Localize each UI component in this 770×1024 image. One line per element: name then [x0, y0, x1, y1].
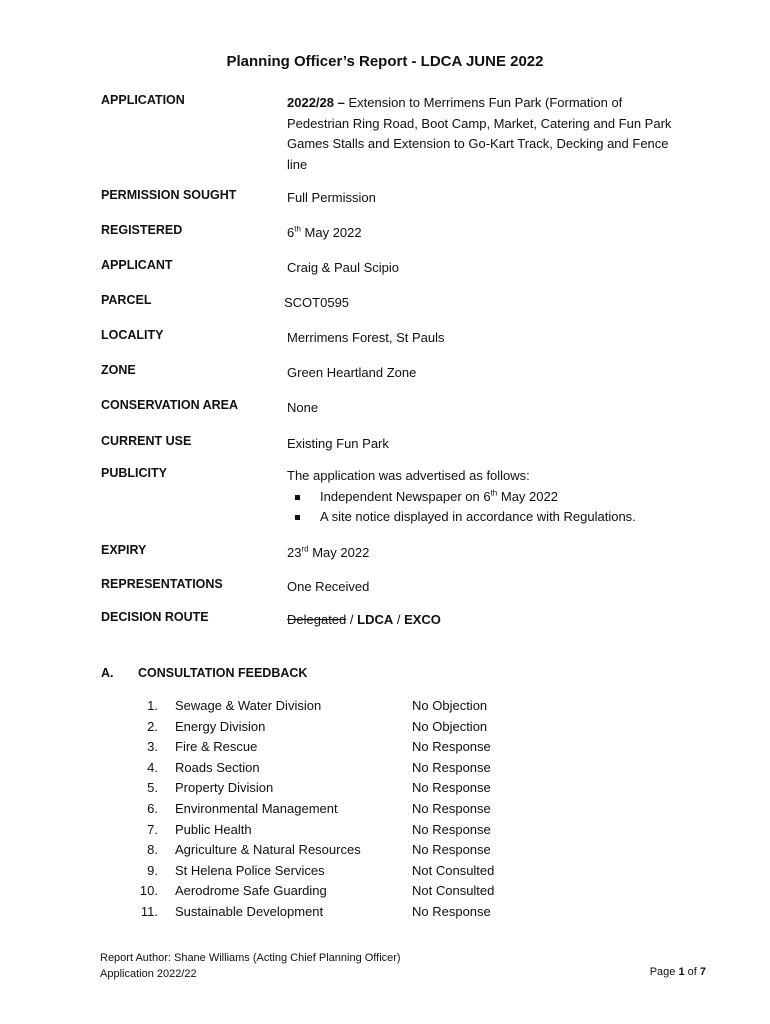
consultation-number: 10.	[139, 883, 158, 899]
list-item	[138, 739, 558, 760]
consultation-response: No Response	[412, 903, 491, 919]
consultation-response: Not Consulted	[412, 862, 495, 878]
consultation-body: Fire & Rescue	[175, 739, 258, 755]
field-label: LOCALITY	[101, 328, 164, 342]
field-value	[287, 223, 687, 244]
consultation-body: Property Division	[175, 780, 274, 796]
list-item	[138, 842, 558, 863]
consultation-body: Sewage & Water Division	[175, 698, 322, 713]
list-item	[138, 719, 558, 740]
page-total: 7	[699, 966, 706, 978]
consultation-number: 4.	[147, 759, 158, 775]
consultation-number: 2.	[147, 718, 158, 734]
registered-sup: th	[294, 224, 301, 234]
consultation-response: No Response	[412, 739, 491, 755]
field-label: PUBLICITY	[101, 466, 167, 480]
consultation-number: 5.	[147, 780, 158, 796]
consultation-body: Environmental Management	[175, 800, 338, 816]
page-prefix: Page	[649, 966, 679, 978]
field-label: PARCEL	[101, 293, 152, 307]
list-item	[138, 780, 558, 801]
section-letter: A.	[101, 666, 114, 680]
field-value	[287, 93, 677, 175]
section-title: CONSULTATION FEEDBACK	[138, 666, 308, 680]
expiry-rest: May 2022	[308, 545, 370, 560]
list-item	[138, 822, 558, 843]
field-label: CURRENT USE	[101, 434, 192, 448]
field-label: DECISION ROUTE	[101, 610, 209, 624]
list-item	[138, 904, 558, 925]
bullet-text-pre: Independent Newspaper on 6	[320, 488, 491, 504]
route-separator: /	[346, 612, 358, 627]
consultation-response: No Response	[412, 759, 491, 775]
page-of: of	[684, 966, 700, 978]
bullet-text-sup: th	[490, 488, 498, 498]
consultation-number: 11.	[140, 903, 158, 919]
bullet-text: A site notice displayed in accordance with Regulations.	[320, 509, 636, 524]
field-value	[287, 543, 687, 564]
consultation-body: Energy Division	[175, 718, 266, 734]
list-item	[138, 760, 558, 781]
field-label: APPLICATION	[101, 93, 185, 107]
consultation-body: Agriculture & Natural Resources	[175, 842, 361, 858]
consultation-body: Roads Section	[175, 759, 260, 775]
application-number: 2022/28	[287, 95, 334, 110]
consultation-number: 7.	[147, 821, 158, 837]
page-current: 1	[678, 966, 685, 978]
bullet-square-icon	[295, 495, 300, 500]
consultation-number: 1.	[147, 698, 158, 713]
route-ldca: LDCA	[357, 612, 394, 627]
list-item	[287, 487, 707, 508]
list-item	[138, 863, 558, 884]
consultation-response: No Response	[412, 821, 491, 837]
consultation-response: No Response	[412, 780, 491, 796]
expiry-sup: rd	[301, 544, 309, 554]
field-value	[287, 610, 687, 631]
consultation-response: No Response	[412, 842, 491, 858]
consultation-number: 8.	[147, 842, 158, 858]
publicity-intro: The application was advertised as follows:	[287, 468, 530, 483]
consultation-response: No Objection	[412, 698, 488, 713]
page-number	[650, 966, 706, 978]
field-label: CONSERVATION AREA	[101, 398, 239, 412]
route-separator: /	[393, 612, 405, 627]
registered-day: 6	[287, 225, 295, 240]
footer	[100, 951, 401, 982]
field-label: REGISTERED	[101, 223, 183, 237]
consultation-body: Aerodrome Safe Guarding	[175, 883, 327, 899]
bullet-square-icon	[295, 515, 300, 520]
application-description: Extension to Merrimens Fun Park (Formation of Pedestrian Ring Road, Boot Camp, Market, Catering and Fun Park Games Stalls and Extension to Go-Kart Track, Decking and Fence line	[287, 95, 672, 172]
route-exco: EXCO	[404, 612, 441, 627]
list-item	[138, 801, 558, 822]
field-label: PERMISSION SOUGHT	[101, 188, 237, 202]
field-value: Full Permission	[287, 190, 376, 205]
publicity-list	[287, 487, 707, 528]
field-value: Craig & Paul Scipio	[287, 260, 399, 275]
list-item	[287, 507, 707, 528]
report-title: Planning Officer’s Report - LDCA JUNE 2022	[226, 53, 544, 70]
list-item	[138, 883, 558, 904]
consultation-response: Not Consulted	[412, 883, 495, 899]
field-value: Green Heartland Zone	[287, 365, 417, 380]
consultation-body: Sustainable Development	[175, 903, 324, 919]
field-value	[287, 466, 707, 528]
list-item	[138, 698, 558, 719]
field-label: EXPIRY	[101, 543, 147, 557]
consultation-list	[138, 698, 558, 925]
field-value: Merrimens Forest, St Pauls	[287, 330, 445, 345]
consultation-body: Public Health	[175, 821, 252, 837]
registered-rest: May 2022	[300, 225, 362, 240]
footer-author: Report Author: Shane Williams (Acting Chief Planning Officer)	[100, 952, 401, 964]
consultation-number: 6.	[147, 800, 158, 816]
bullet-text-post: May 2022	[497, 488, 558, 504]
consultation-body: St Helena Police Services	[175, 862, 325, 878]
route-delegated: Delegated	[287, 612, 347, 627]
expiry-day: 23	[287, 545, 302, 560]
footer-application: Application 2022/22	[100, 967, 197, 980]
consultation-number: 9.	[147, 862, 158, 878]
field-label: APPLICANT	[101, 258, 173, 272]
field-label: ZONE	[101, 363, 136, 377]
application-dash: –	[334, 95, 349, 110]
field-label: REPRESENTATIONS	[101, 577, 223, 591]
field-value: Existing Fun Park	[287, 436, 389, 451]
field-value: One Received	[287, 579, 370, 594]
field-value: None	[287, 400, 319, 415]
field-value: SCOT0595	[284, 295, 350, 310]
consultation-response: No Response	[412, 800, 491, 816]
consultation-response: No Objection	[412, 718, 488, 734]
consultation-number: 3.	[147, 739, 158, 755]
